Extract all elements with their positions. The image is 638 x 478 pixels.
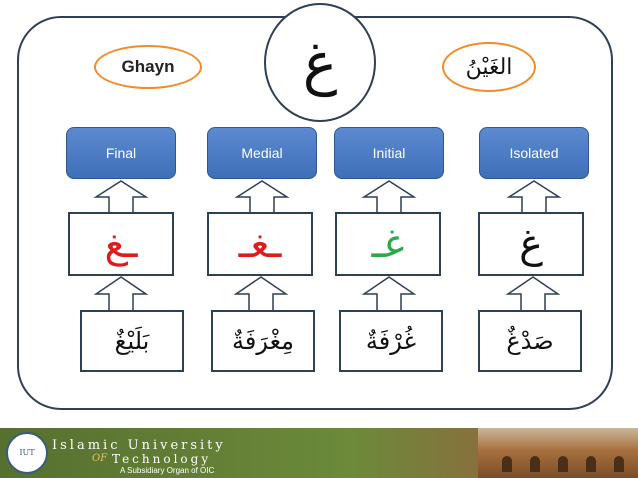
- glyph-box-final: [68, 212, 174, 276]
- glyph-isolated: غ: [519, 221, 543, 267]
- header-final: Final: [66, 127, 176, 179]
- example-word-final: [115, 329, 150, 353]
- footer-banner: [0, 428, 638, 478]
- example-final-letter: غٌ: [114, 327, 128, 355]
- arrow-medial-upper: [237, 181, 287, 213]
- header-isolated: Isolated: [479, 127, 589, 179]
- arrow-final-upper: [96, 181, 146, 213]
- glyph-box-medial: [207, 212, 313, 276]
- example-initial-post: رْفَةٌ: [365, 327, 404, 355]
- glyph-initial: غـ: [371, 221, 405, 267]
- arrow-isolated-upper: [509, 181, 559, 213]
- example-box-initial: [339, 310, 443, 372]
- university-name-line1: Islamic University: [52, 438, 226, 453]
- example-isolated-letter: غٌ: [506, 327, 521, 355]
- of-label: OF: [92, 453, 108, 464]
- arabic-name-label: الغَيْنُ: [465, 54, 513, 80]
- university-subtitle: A Subsidiary Organ of OIC: [120, 466, 215, 475]
- example-word-medial: [232, 329, 294, 353]
- arrow-initial-lower: [364, 277, 414, 311]
- example-box-isolated: [478, 310, 582, 372]
- arrow-isolated-lower: [508, 277, 558, 311]
- example-final-pre: بَلَيْ: [127, 327, 150, 355]
- arabic-name-oval: [442, 42, 536, 92]
- university-logo-icon: [6, 432, 48, 474]
- english-name-oval: [94, 45, 202, 89]
- example-isolated-pre: صَدْ: [520, 327, 554, 355]
- arrow-initial-upper: [364, 181, 414, 213]
- example-word-isolated: [506, 329, 553, 353]
- glyph-final: ـغ: [104, 221, 138, 267]
- main-letter-circle: [264, 3, 376, 122]
- glyph-medial: ـغـ: [238, 221, 282, 267]
- english-name-label: Ghayn: [121, 57, 175, 76]
- example-medial-post: رَفَةٌ: [231, 327, 270, 355]
- main-letter: غ: [302, 28, 338, 97]
- arrow-medial-lower: [236, 277, 286, 311]
- logo-text: IUT: [19, 448, 35, 457]
- example-box-final: [80, 310, 184, 372]
- example-medial-letter: غْ: [269, 327, 282, 355]
- header-medial: Medial: [207, 127, 317, 179]
- glyph-box-isolated: [478, 212, 584, 276]
- header-initial: Initial: [334, 127, 444, 179]
- example-medial-pre: مِ: [281, 327, 295, 355]
- university-name-line2: Technology: [112, 452, 212, 466]
- example-word-initial: [366, 329, 416, 353]
- glyph-box-initial: [335, 212, 441, 276]
- arrow-final-lower: [96, 277, 146, 311]
- example-initial-letter: غُ: [403, 327, 417, 355]
- example-box-medial: [211, 310, 315, 372]
- campus-photo: [478, 428, 638, 478]
